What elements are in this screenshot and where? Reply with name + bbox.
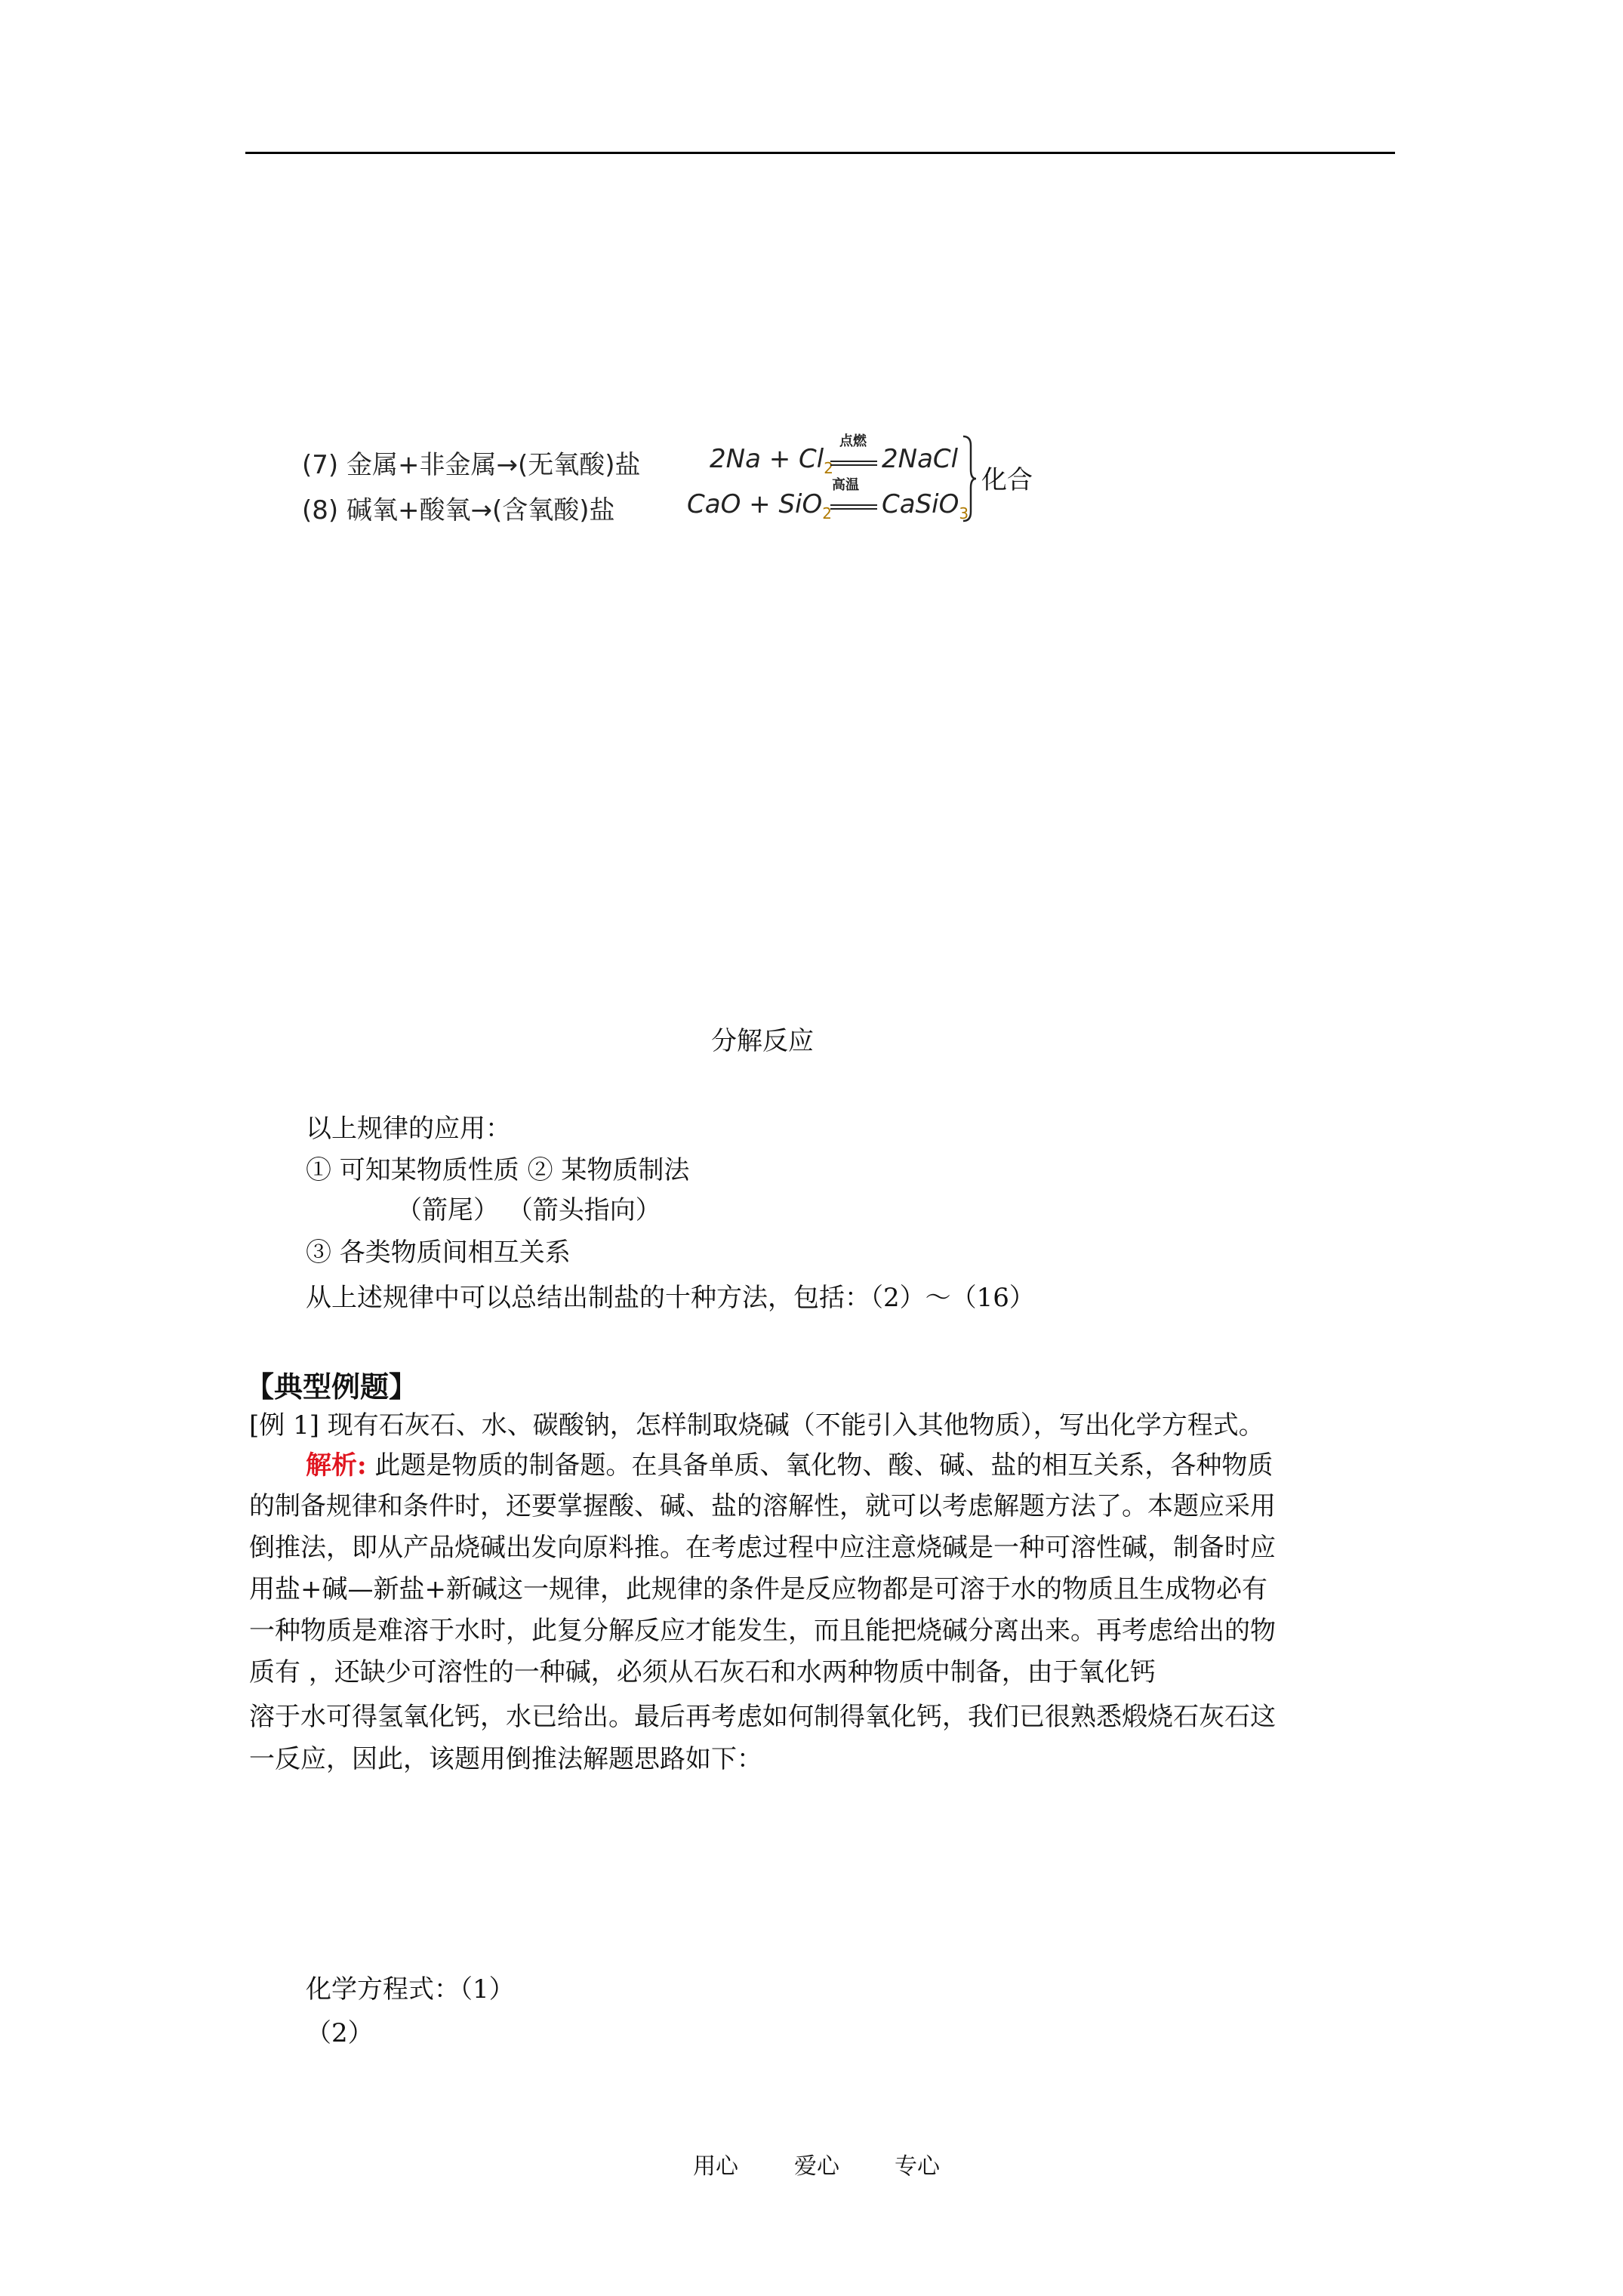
examples-heading: 【典型例题】 bbox=[245, 1370, 418, 1404]
analysis-line-1: 解析: 此题是物质的制备题。在具备单质、氧化物、酸、碱、盐的相互关系，各种物质 bbox=[306, 1450, 1273, 1481]
analysis-line-6: 质有 ，还缺少可溶性的一种碱，必须从石灰石和水两种物质中制备，由于氧化钙 bbox=[249, 1657, 1156, 1687]
applications-item-3: ③ 各类物质间相互关系 bbox=[306, 1237, 571, 1268]
equation-row-7 bbox=[302, 433, 966, 480]
example1-question: [例 1] 现有石灰石、水、碳酸钠，怎样制取烧碱（不能引入其他物质），写出化学方程式。 bbox=[249, 1410, 1264, 1441]
analysis-line-3: 倒推法，即从产品烧碱出发向原料推。在考虑过程中应注意烧碱是一种可溶性碱，制备时应 bbox=[249, 1533, 1276, 1563]
equation-label-7: (7) 金属+非金属→(无氧酸)盐 bbox=[302, 450, 641, 480]
equation-rhs-8: CaSiO$_3$ bbox=[882, 489, 969, 522]
applications-item-1: ① 可知某物质性质 ② 某物质制法 bbox=[306, 1155, 690, 1185]
applications-heading: 以上规律的应用： bbox=[306, 1114, 511, 1144]
applications-summary: 从上述规律中可以总结出制盐的十种方法，包括：（2）～（16） bbox=[306, 1283, 1035, 1313]
analysis-line-2: 的制备规律和条件时，还要掌握酸、碱、盐的溶解性，就可以考虑解题方法了。本题应采用 bbox=[249, 1491, 1276, 1521]
equation-rhs-7: 2NaCl bbox=[882, 444, 959, 474]
double-arrow-7 bbox=[830, 461, 877, 466]
analysis-line-8: 一反应，因此，该题用倒推法解题思路如下： bbox=[249, 1744, 762, 1774]
analysis-line-7: 溶于水可得氢氧化钙，水已给出。最后再考虑如何制得氧化钙，我们已很熟悉煅烧石灰石这 bbox=[249, 1702, 1276, 1732]
equation-row-8 bbox=[302, 477, 969, 525]
condition-label-8: 高温 bbox=[832, 477, 859, 493]
equation-lhs-7: $2Na + Cl_2$ bbox=[710, 444, 833, 477]
condition-label-7: 点燃 bbox=[839, 433, 867, 449]
footer-b: 爱心 bbox=[794, 2153, 839, 2180]
analysis-line-4: 用盐+碱—新盐+新碱这一规律，此规律的条件是反应物都是可溶于水的物质且生成物必有 bbox=[249, 1574, 1267, 1604]
equation-label-8: (8) 碱氧+酸氧→(含氧酸)盐 bbox=[302, 495, 615, 525]
applications-item-1-notes: （箭尾） （箭头指向） bbox=[396, 1195, 661, 1225]
footer-c: 专心 bbox=[895, 2153, 940, 2180]
footer-a: 用心 bbox=[693, 2153, 738, 2180]
analysis-label: 解析: bbox=[306, 1450, 367, 1481]
analysis-line-5: 一种物质是难溶于水时，此复分解反应才能发生，而且能把烧碱分离出来。再考虑给出的物 bbox=[249, 1616, 1276, 1646]
right-brace-icon bbox=[962, 435, 977, 522]
section-title: 分解反应 bbox=[711, 1026, 814, 1056]
reaction-type-label: 化合 bbox=[981, 465, 1033, 495]
equations-label-1: 化学方程式：（1） bbox=[306, 1974, 515, 2005]
equations-label-2: （2） bbox=[306, 2018, 374, 2048]
header-rule bbox=[245, 152, 1395, 154]
equation-lhs-8: CaO + SiO$_2$ bbox=[687, 489, 832, 522]
double-arrow-8 bbox=[830, 504, 877, 510]
